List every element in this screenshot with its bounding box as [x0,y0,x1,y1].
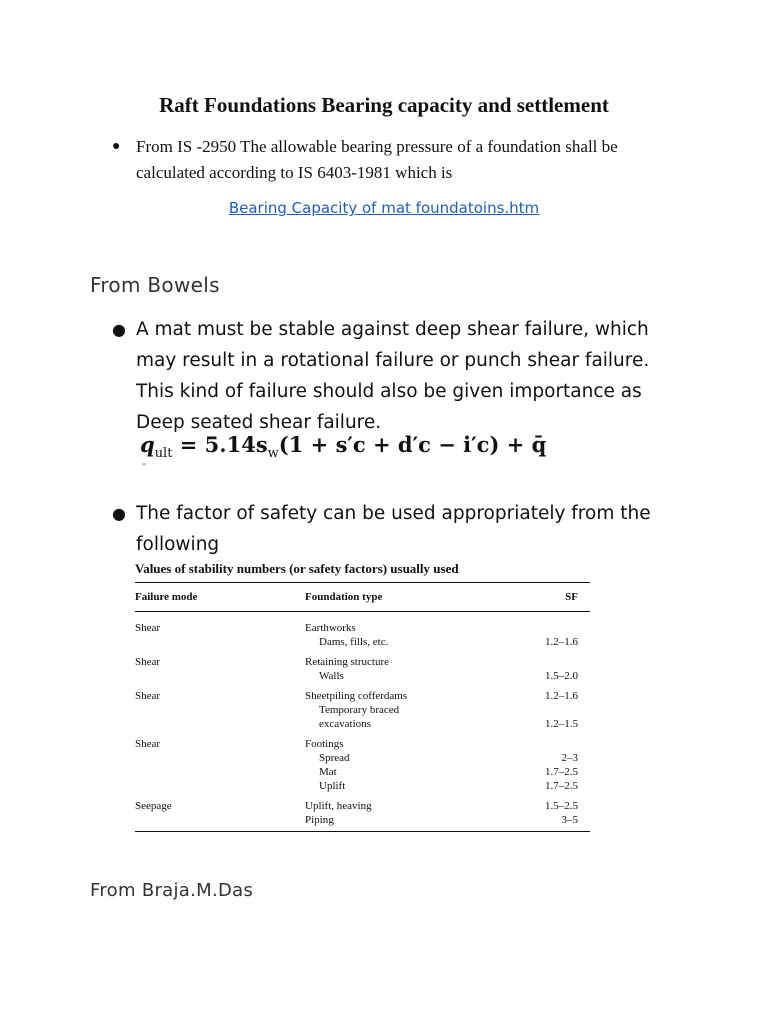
cell-sf: 3–5 [505,813,590,832]
table-row [135,779,590,793]
cell-sf: 1.2–1.6 [545,636,578,648]
table-header-row [135,583,590,612]
table-row [135,717,590,731]
bullet-is-code [112,134,652,186]
bearing-capacity-link[interactable]: Bearing Capacity of mat foundatoins.htm [228,199,540,217]
table-row [135,751,590,765]
table-row [135,612,590,636]
foundation-type-text: Earthworks [305,622,356,634]
bullet-deep-shear-text: A mat must be stable against deep shear failure, which may result in a rotational failure or punch shear failure. This kind of failure should also be given importance as Deep seated shear failure. [136,319,650,433]
cell-sf [505,612,590,636]
cell-failure-mode [135,717,305,731]
bullet-factor-of-safety-text: The factor of safety can be used appropriately from the following [136,503,651,555]
foundation-type-text: Footings [305,738,344,750]
document-title: Raft Foundations Bearing capacity and settlement [159,93,609,117]
cell-sf: 1.5–2.5 [545,800,578,812]
safety-factor-grid [135,583,590,832]
cell-foundation-type [305,731,505,751]
cell-foundation-type [305,813,505,832]
table-row [135,731,590,751]
foundation-type-text: Spread [319,752,350,764]
cell-foundation-type [305,779,505,793]
foundation-type-text: excavations [319,718,371,730]
cell-failure-mode [135,779,305,793]
cell-failure-mode [135,635,305,649]
bullet-dot-icon: ● [112,320,126,339]
foundation-type-text: Uplift [319,780,346,792]
bullet-factor-of-safety [112,498,672,560]
table-body [135,612,590,832]
cell-failure-mode: Shear [135,622,161,634]
cell-foundation-type [305,669,505,683]
header-sf: SF [505,583,590,612]
table-row [135,765,590,779]
cell-sf [505,703,590,717]
table-row [135,813,590,832]
formula-mark: - [142,456,146,470]
foundation-type-text: Piping [305,814,334,826]
table-caption: Values of stability numbers (or safety factors) usually used [135,561,590,583]
bullet-dot-icon: ● [112,504,126,523]
formula-w: w [267,446,279,462]
table-row [135,649,590,669]
cell-sf: 2–3 [561,752,578,764]
foundation-type-text: Retaining structure [305,656,390,668]
formula-rest: (1 + s′c + d′c − i′c) + q̄ [278,432,547,457]
cell-failure-mode [135,703,305,717]
bullet-is-code-text: From IS -2950 The allowable bearing pressure of a foundation shall be calculated according to IS 6403-1981 which is [136,137,618,182]
cell-foundation-type [305,703,505,717]
table-row [135,669,590,683]
cell-failure-mode: Shear [135,656,161,668]
table-row [135,793,590,813]
cell-foundation-type [305,649,505,669]
heading-from-braja-das: From Braja.M.Das [90,880,254,901]
foundation-type-text: Uplift, heaving [305,800,372,812]
cell-sf: 1.5–2.0 [545,670,578,682]
cell-failure-mode: Shear [135,738,161,750]
cell-foundation-type [305,793,505,813]
cell-foundation-type [305,683,505,703]
cell-sf: 1.7–2.5 [545,780,578,792]
foundation-type-text: Sheetpiling cofferdams [305,690,408,702]
cell-foundation-type [305,612,505,636]
foundation-type-text: Dams, fills, etc. [319,636,389,648]
formula-ult: ult [154,446,173,462]
foundation-type-text: Temporary braced [319,704,400,716]
header-failure-mode: Failure mode [135,583,305,612]
table-row [135,635,590,649]
bearing-capacity-formula [140,432,546,461]
cell-failure-mode: Seepage [135,800,172,812]
bullet-dot-icon: ● [112,139,121,154]
safety-factor-table [135,561,590,832]
header-foundation-type: Foundation type [305,583,505,612]
cell-foundation-type [305,635,505,649]
table-row [135,683,590,703]
formula-rhs: = 5.14s [179,432,268,457]
cell-failure-mode [135,765,305,779]
cell-sf [505,649,590,669]
foundation-type-text: Mat [319,766,337,778]
bullet-deep-shear [112,314,672,438]
cell-foundation-type [305,765,505,779]
cell-failure-mode [135,813,305,832]
cell-sf: 1.2–1.5 [545,718,578,730]
heading-from-bowels: From Bowels [90,273,220,297]
cell-failure-mode [135,669,305,683]
cell-failure-mode [135,751,305,765]
cell-sf: 1.7–2.5 [545,766,578,778]
cell-foundation-type [305,751,505,765]
formula-q: q [140,432,155,457]
table-row [135,703,590,717]
foundation-type-text: Walls [319,670,344,682]
cell-failure-mode: Shear [135,690,161,702]
cell-foundation-type [305,717,505,731]
cell-sf [505,731,590,751]
cell-sf: 1.2–1.6 [545,690,578,702]
